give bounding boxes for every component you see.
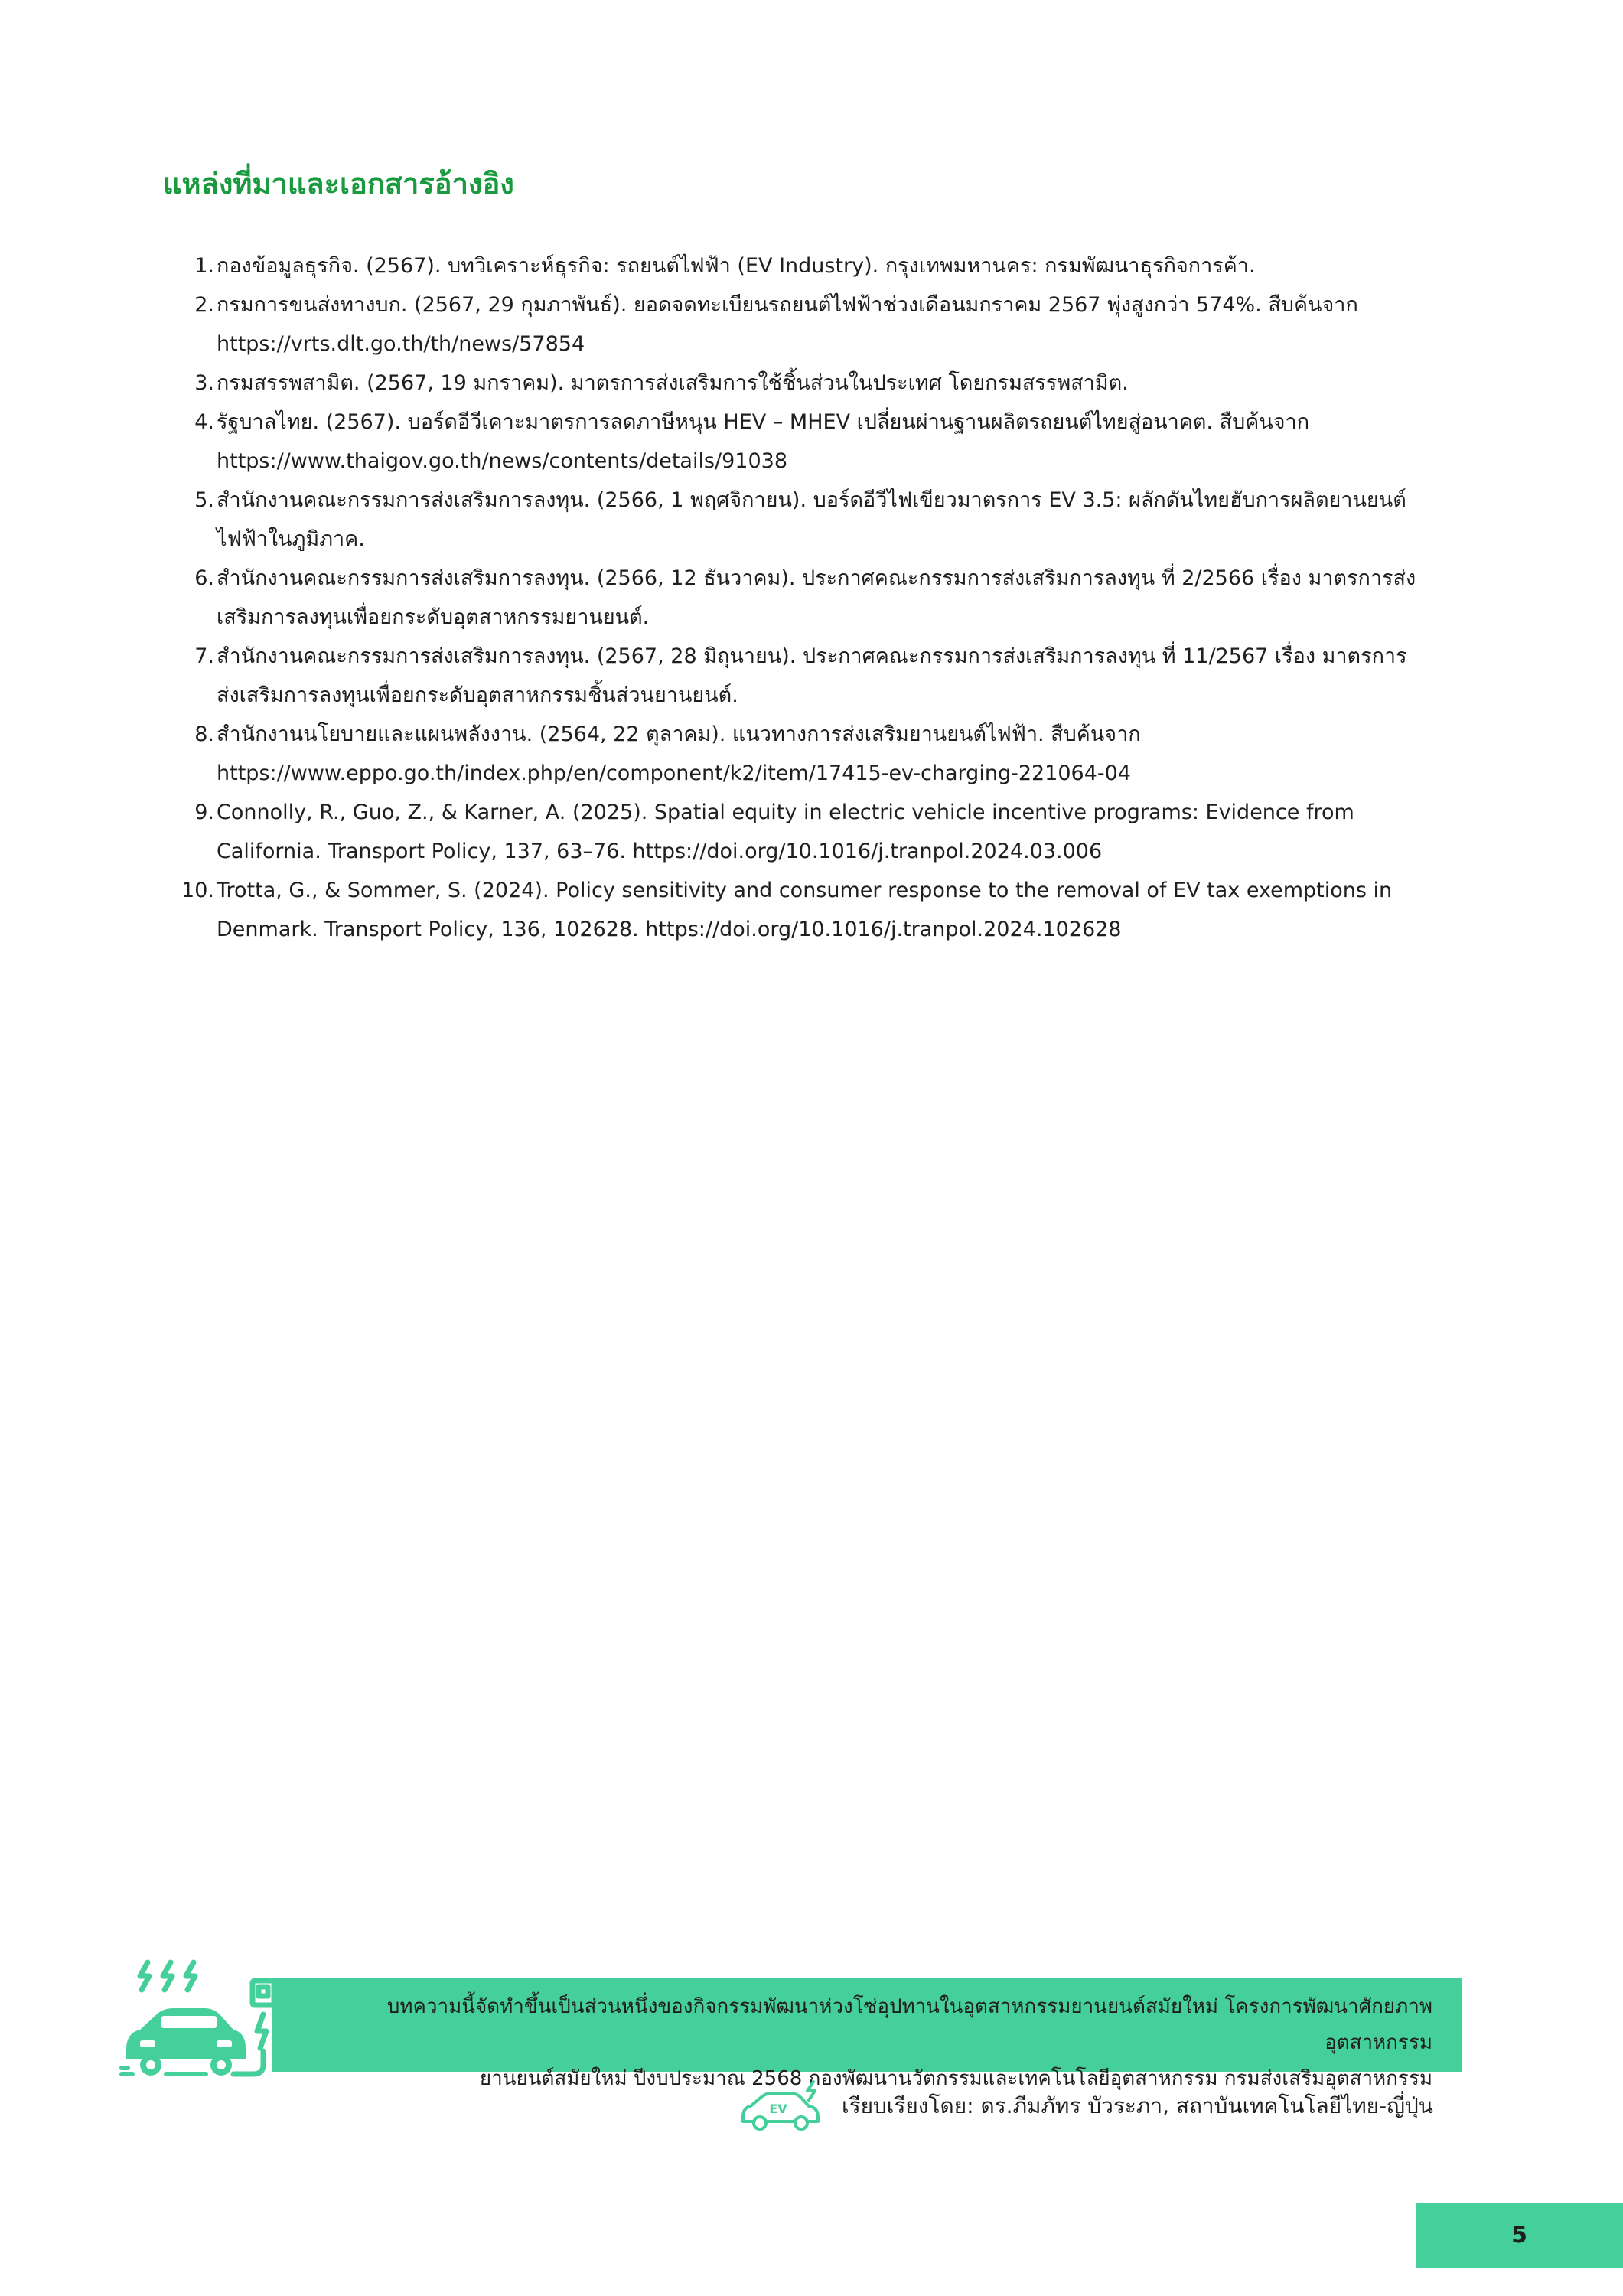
section-title: แหล่งที่มาและเอกสารอ้างอิง (163, 167, 514, 201)
reference-number: 4. (194, 410, 214, 434)
reference-item (0, 481, 1452, 559)
reference-item (0, 871, 1452, 949)
compiled-by: เรียบเรียงโดย: ดร.ภีมภัทร บัวระภา, สถาบันเทคโนโลยีไทย-ญี่ปุ่น (842, 2093, 1433, 2118)
reference-text-continued: ไฟฟ้าในภูมิภาค. (217, 527, 365, 551)
banner-line-2: ยานยนต์สมัยใหม่ ปีงบประมาณ 2568 กองพัฒนานวัตกรรมและเทคโนโลยีอุตสาหกรรม กรมส่งเสริมอุตสาหกรรม (479, 2067, 1432, 2090)
reference-text: สำนักงานคณะกรรมการส่งเสริมการลงทุน. (2567, 28 มิถุนายน). ประกาศคณะกรรมการส่งเสริมการลงทุน ที่ 11/2567 เรื่อง มาตรการ (217, 644, 1407, 668)
reference-text-continued: เสริมการลงทุนเพื่อยกระดับอุตสาหกรรมยานยนต์. (217, 605, 650, 629)
reference-text: รัฐบาลไทย. (2567). บอร์ดอีวีเคาะมาตรการลดภาษีหนุน HEV – MHEV เปลี่ยนผ่านฐานผลิตรถยนต์ไทยสู่อนาคต. สืบค้นจาก (217, 410, 1310, 434)
reference-number: 8. (194, 722, 214, 746)
reference-number: 2. (194, 293, 214, 317)
reference-item (0, 403, 1452, 481)
reference-number: 10. (181, 879, 214, 902)
reference-number: 1. (194, 254, 214, 278)
reference-text: กรมการขนส่งทางบก. (2567, 29 กุมภาพันธ์). ยอดจดทะเบียนรถยนต์ไฟฟ้าช่วงเดือนมกราคม 2567 พุ่งสูงกว่า 574%. สืบค้นจาก (217, 293, 1358, 317)
reference-text: Trotta, G., & Sommer, S. (2024). Policy sensitivity and consumer response to the removal of EV tax exemptions in (217, 879, 1393, 902)
reference-text: สำนักงานนโยบายและแผนพลังงาน. (2564, 22 ตุลาคม). แนวทางการส่งเสริมยานยนต์ไฟฟ้า. สืบค้นจาก (217, 722, 1141, 746)
reference-text-continued: ส่งเสริมการลงทุนเพื่อยกระดับอุตสาหกรรมชิ้นส่วนยานยนต์. (217, 683, 738, 707)
reference-number: 3. (194, 371, 214, 395)
reference-number: 9. (194, 801, 214, 824)
reference-number: 7. (194, 644, 214, 668)
page-number: 5 (1511, 2222, 1527, 2249)
reference-link[interactable]: https://www.thaigov.go.th/news/contents/details/91038 (217, 449, 788, 473)
reference-item (0, 364, 1452, 403)
reference-list (0, 246, 1623, 949)
footer-banner-text (300, 1989, 1432, 2097)
ev-badge: EV (769, 2102, 787, 2116)
reference-item (0, 715, 1452, 793)
reference-text: สำนักงานคณะกรรมการส่งเสริมการลงทุน. (2566, 12 ธันวาคม). ประกาศคณะกรรมการส่งเสริมการลงทุน ที่ 2/2566 เรื่อง มาตรการส่ง (217, 566, 1416, 590)
reference-item (0, 793, 1452, 871)
reference-item (0, 637, 1452, 715)
reference-text: Connolly, R., Guo, Z., & Karner, A. (2025). Spatial equity in electric vehicle incentive programs: Evidence from (217, 801, 1354, 824)
ev-car-icon (738, 2080, 824, 2134)
reference-text: สำนักงานคณะกรรมการส่งเสริมการลงทุน. (2566, 1 พฤศจิกายน). บอร์ดอีวีไฟเขียวมาตรการ EV 3.5: ผลักดันไทยฮับการผลิตยานยนต์ (217, 488, 1406, 512)
footer-banner (272, 1978, 1462, 2090)
ev-charging-car-icon (119, 1959, 279, 2082)
reference-number: 5. (194, 488, 214, 512)
reference-text: กองข้อมูลธุรกิจ. (2567). บทวิเคราะห์ธุรกิจ: รถยนต์ไฟฟ้า (EV Industry). กรุงเทพมหานคร: กรมพัฒนาธุรกิจการค้า. (217, 254, 1256, 278)
reference-text: กรมสรรพสามิต. (2567, 19 มกราคม). มาตรการส่งเสริมการใช้ชิ้นส่วนในประเทศ โดยกรมสรรพสามิต. (217, 371, 1129, 395)
reference-number: 6. (194, 566, 214, 590)
reference-item (0, 246, 1452, 285)
banner-line-1: บทความนี้จัดทำขึ้นเป็นส่วนหนึ่งของกิจกรรมพัฒนาห่วงโซ่อุปทานในอุตสาหกรรมยานยนต์สมัยใหม่ โครงการพัฒนาศักยภาพอุตสาหกรรม (386, 1995, 1432, 2054)
page-number-box (1416, 2203, 1623, 2268)
reference-item (0, 559, 1452, 637)
reference-item (0, 285, 1452, 364)
reference-link[interactable]: https://www.eppo.go.th/index.php/en/component/k2/item/17415-ev-charging-221064-04 (217, 762, 1131, 785)
reference-text-continued: California. Transport Policy, 137, 63–76. https://doi.org/10.1016/j.tranpol.2024.03.006 (217, 840, 1103, 863)
reference-text-continued: Denmark. Transport Policy, 136, 102628. https://doi.org/10.1016/j.tranpol.2024.102628 (217, 918, 1122, 941)
reference-link[interactable]: https://vrts.dlt.go.th/th/news/57854 (217, 332, 585, 356)
